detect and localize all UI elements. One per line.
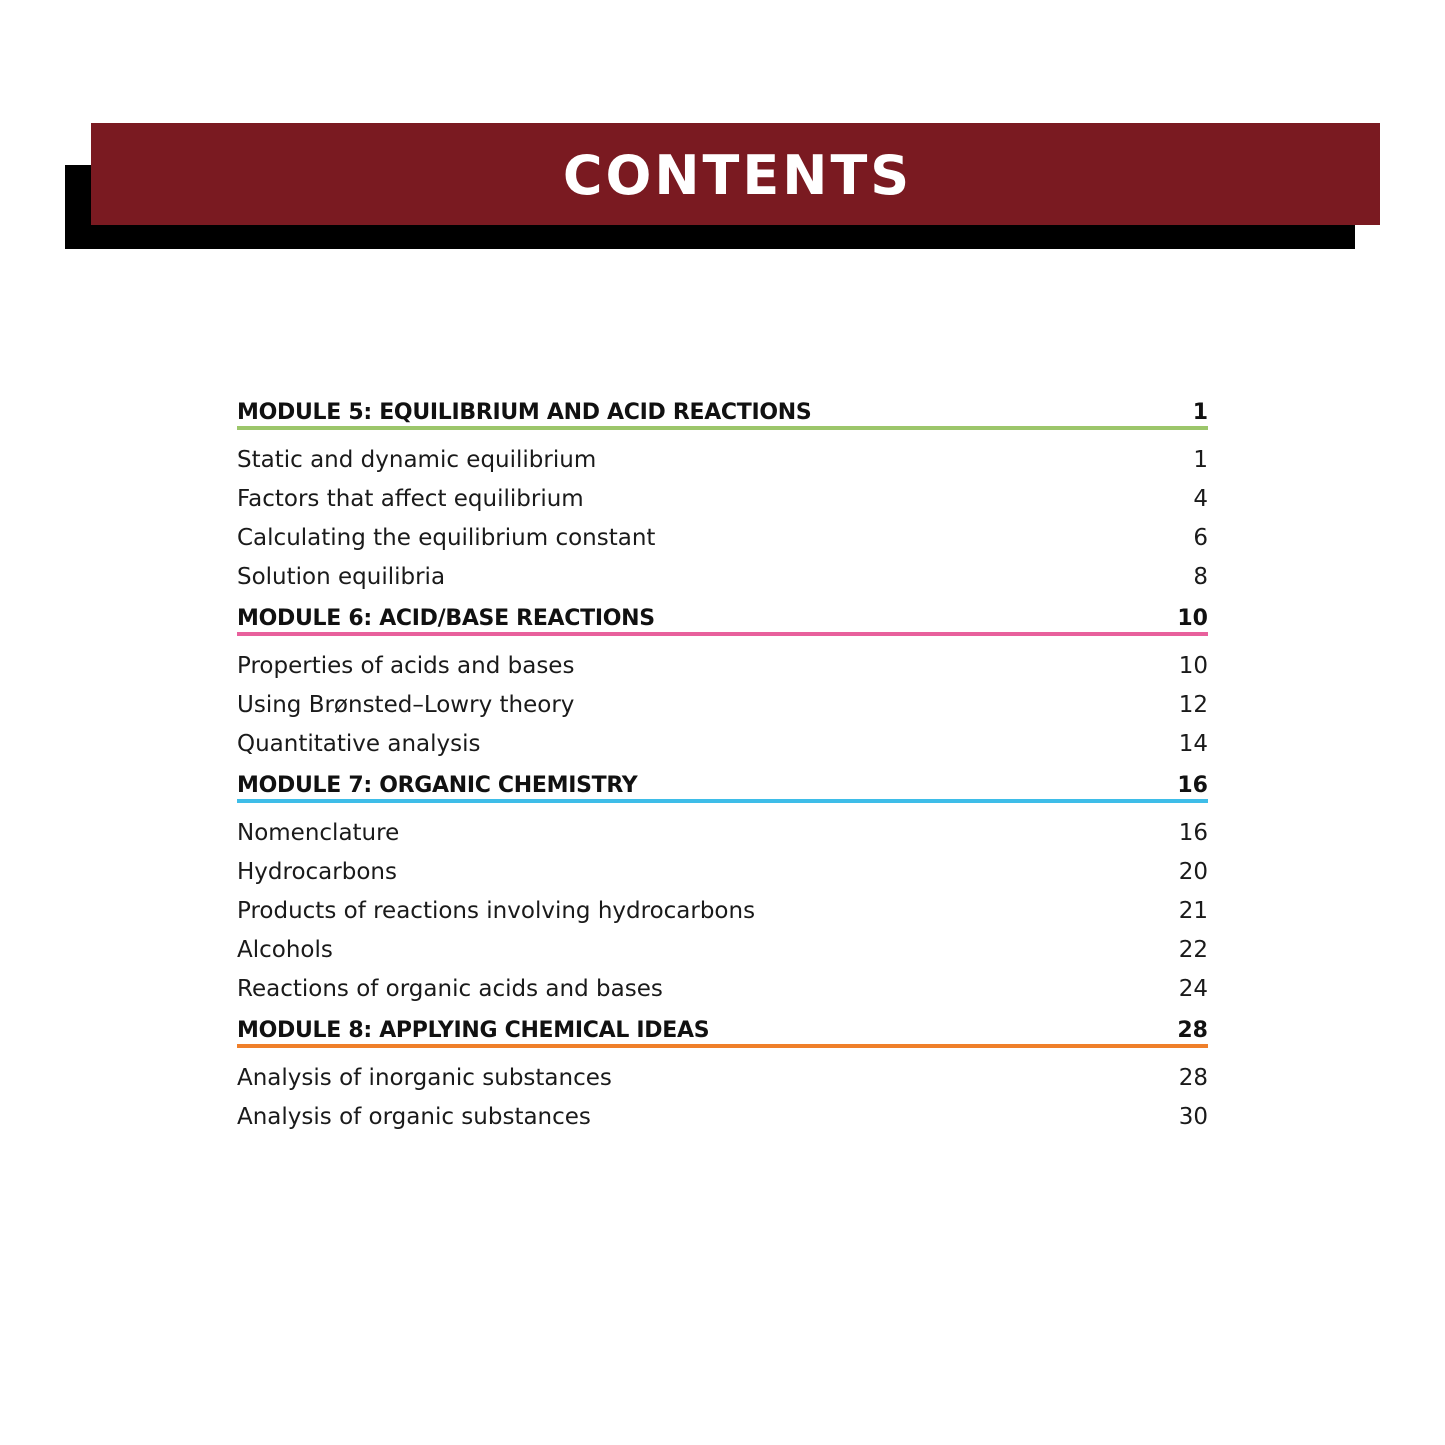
module-title: MODULE 6: ACID/BASE REACTIONS — [237, 606, 655, 631]
toc-entry[interactable] — [237, 1097, 1208, 1136]
toc-entry-page: 1 — [1193, 446, 1208, 473]
table-of-contents — [237, 398, 1208, 1144]
toc-entry-title: Static and dynamic equilibrium — [237, 446, 597, 473]
toc-entry[interactable] — [237, 891, 1208, 930]
toc-entry-title: Using Brønsted–Lowry theory — [237, 691, 575, 718]
module-page-number: 1 — [1192, 400, 1208, 425]
toc-entry-title: Hydrocarbons — [237, 858, 397, 885]
toc-entry[interactable] — [237, 930, 1208, 969]
module-header[interactable] — [237, 1016, 1208, 1048]
toc-entry[interactable] — [237, 646, 1208, 685]
toc-entry-page: 24 — [1178, 975, 1208, 1002]
module-section — [237, 604, 1208, 763]
module-header[interactable] — [237, 604, 1208, 636]
toc-entry-title: Properties of acids and bases — [237, 652, 575, 679]
toc-entry-page: 12 — [1178, 691, 1208, 718]
toc-entry[interactable] — [237, 724, 1208, 763]
toc-entry-title: Products of reactions involving hydrocarbons — [237, 897, 756, 924]
toc-entry-page: 14 — [1178, 730, 1208, 757]
toc-entry-page: 4 — [1193, 485, 1208, 512]
toc-entry[interactable] — [237, 479, 1208, 518]
toc-entry-page: 10 — [1178, 652, 1208, 679]
toc-entry-page: 30 — [1178, 1103, 1208, 1130]
module-title: MODULE 8: APPLYING CHEMICAL IDEAS — [237, 1018, 710, 1043]
toc-entry-page: 28 — [1178, 1064, 1208, 1091]
module-title: MODULE 7: ORGANIC CHEMISTRY — [237, 773, 638, 798]
toc-entry-page: 22 — [1178, 936, 1208, 963]
contents-banner — [91, 123, 1380, 225]
module-entries — [237, 1048, 1208, 1136]
toc-entry-page: 8 — [1193, 563, 1208, 590]
module-section — [237, 771, 1208, 1008]
toc-entry-title: Alcohols — [237, 936, 333, 963]
page-title: CONTENTS — [562, 144, 913, 207]
toc-entry-title: Reactions of organic acids and bases — [237, 975, 663, 1002]
module-entries — [237, 803, 1208, 1008]
toc-entry-page: 6 — [1193, 524, 1208, 551]
toc-entry-page: 16 — [1178, 819, 1208, 846]
toc-entry[interactable] — [237, 852, 1208, 891]
toc-entry-title: Analysis of organic substances — [237, 1103, 591, 1130]
toc-entry-title: Calculating the equilibrium constant — [237, 524, 656, 551]
toc-entry-title: Quantitative analysis — [237, 730, 481, 757]
module-page-number: 28 — [1177, 1018, 1208, 1043]
toc-entry[interactable] — [237, 685, 1208, 724]
module-entries — [237, 636, 1208, 763]
module-section — [237, 1016, 1208, 1136]
toc-entry-page: 20 — [1178, 858, 1208, 885]
toc-entry-title: Nomenclature — [237, 819, 400, 846]
module-page-number: 16 — [1177, 773, 1208, 798]
toc-entry-title: Analysis of inorganic substances — [237, 1064, 612, 1091]
toc-entry[interactable] — [237, 969, 1208, 1008]
toc-entry[interactable] — [237, 518, 1208, 557]
module-header[interactable] — [237, 771, 1208, 803]
toc-entry[interactable] — [237, 440, 1208, 479]
toc-entry-page: 21 — [1178, 897, 1208, 924]
toc-entry-title: Factors that affect equilibrium — [237, 485, 584, 512]
module-title: MODULE 5: EQUILIBRIUM AND ACID REACTIONS — [237, 400, 812, 425]
toc-entry[interactable] — [237, 813, 1208, 852]
module-section — [237, 398, 1208, 596]
toc-entry[interactable] — [237, 1058, 1208, 1097]
module-page-number: 10 — [1177, 606, 1208, 631]
toc-entry-title: Solution equilibria — [237, 563, 446, 590]
module-header[interactable] — [237, 398, 1208, 430]
module-entries — [237, 430, 1208, 596]
toc-entry[interactable] — [237, 557, 1208, 596]
